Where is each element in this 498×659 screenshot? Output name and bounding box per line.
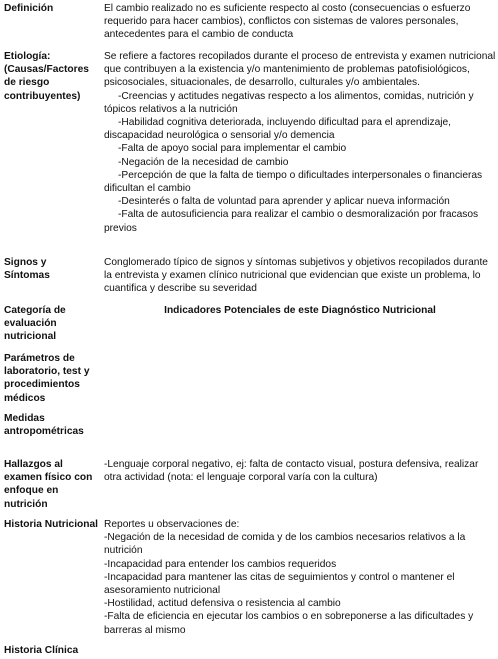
label-signos-sintomas: Signos y Síntomas xyxy=(4,257,50,282)
etiologia-item: -Falta de autosuficiencia para realizar el cambio o desmoralización por fracasos previos xyxy=(104,209,479,234)
heading-indicadores: Indicadores Potenciales de este Diagnóstico Nutricional xyxy=(164,305,436,316)
historia-nutricional-item: -Incapacidad para mantener las citas de seguimientos y control o mantener el asesoramiento nutricional xyxy=(104,571,455,597)
etiologia-item: -Percepción de que la falta de tiempo o dificultades interpersonales o financieras dificultan el cambio xyxy=(104,169,483,195)
etiologia-item: -Habilidad cognitiva deteriorada, incluyendo dificultad para el aprendizaje, discapacidad neurológica o sensorial y/o demencia xyxy=(104,117,451,142)
etiologia-item: -Falta de apoyo social para implementar el cambio xyxy=(118,143,347,155)
text-etiologia xyxy=(104,50,496,235)
historia-nutricional-item: -Incapacidad para entender los cambios requeridos xyxy=(104,558,337,570)
historia-nutricional-item: -Hostilidad, actitud defensiva o resistencia al cambio xyxy=(104,598,341,610)
text-historia-nutricional xyxy=(104,518,496,637)
label-medidas-antropometricas: Medidas antropométricas xyxy=(4,413,84,438)
etiologia-intro: Se refiere a factores recopilados durante el proceso de entrevista y examen nutricional que contribuyen a la existencia y/o mantenimiento de problemas patofisiológicos, psicosociales, situacionales, de desarrollo, culturales y/o ambientales. xyxy=(104,51,496,89)
text-signos-sintomas: Conglomerado típico de signos y síntomas subjetivos y objetivos recopilados durante la entrevista y examen clínico nutricional que evidencian que existe un problema, lo cuantifica y describe su severidad xyxy=(104,257,488,295)
label-historia-nutricional: Historia Nutricional xyxy=(4,519,98,530)
etiologia-item: -Creencias y actitudes negativas respecto a los alimentos, comidas, nutrición y tópicos relativos a la nutrición xyxy=(104,90,474,115)
historia-nutricional-item: -Falta de eficiencia en ejecutar los cambios o en sobreponerse a las dificultades y barreras al mismo xyxy=(104,611,474,636)
label-categoria-evaluacion: Categoría de evaluación nutricional xyxy=(4,305,66,343)
label-etiologia: Etiología: (Causas/Factores de riesgo contribuyentes) xyxy=(4,51,89,102)
historia-nutricional-intro: Reportes u observaciones de: xyxy=(104,519,240,530)
label-parametros-laboratorio: Parámetros de laboratorio, test y procedimientos médicos xyxy=(4,353,90,404)
etiologia-item: -Desinterés o falta de voluntad para aprender y aplicar nueva información xyxy=(118,196,450,208)
label-historia-clinica: Historia Clínica xyxy=(4,645,79,656)
label-hallazgos-examen: Hallazgos al examen físico con enfoque en nutrición xyxy=(4,459,93,510)
label-definicion: Definición xyxy=(4,3,54,14)
text-hallazgos-examen: -Lenguaje corporal negativo, ej: falta de contacto visual, postura defensiva, realizar otra actividad (nota: el lenguaje corporal varía con la cultura) xyxy=(104,459,479,484)
etiologia-item: -Negación de la necesidad de cambio xyxy=(118,156,289,168)
text-definicion: El cambio realizado no es suficiente respecto al costo (consecuencias o esfuerzo requerido para hacer cambios), conflictos con sistemas de valores personales, antecedentes para el cambio de conducta xyxy=(104,3,471,41)
historia-nutricional-item: -Negación de la necesidad de comida y de los cambios necesarios relativos a la nutrición xyxy=(104,532,466,557)
